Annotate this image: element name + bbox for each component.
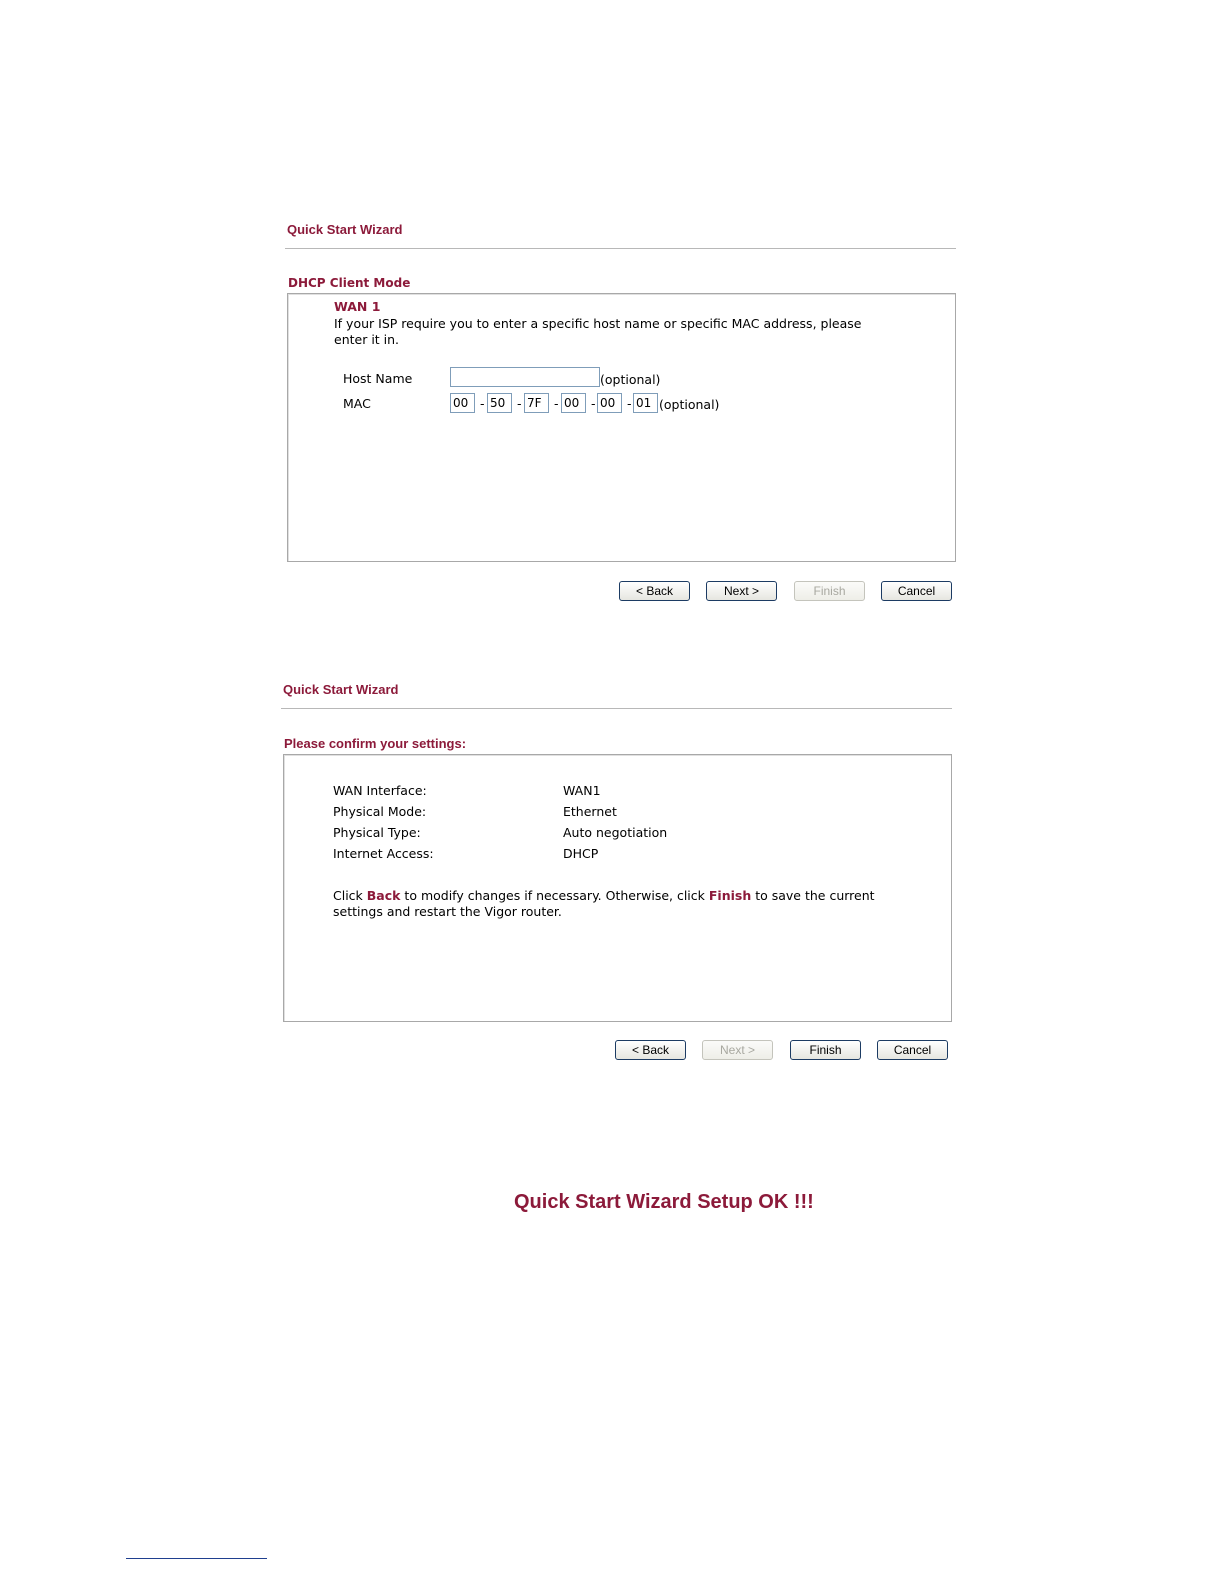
description-line2: enter it in.: [334, 332, 400, 347]
cancel-button[interactable]: Cancel: [877, 1040, 948, 1060]
note-text: Click: [333, 888, 367, 903]
title-divider: [281, 708, 952, 709]
setup-ok-message: Quick Start Wizard Setup OK !!!: [514, 1191, 814, 1213]
confirm-note-line2: settings and restart the Vigor router.: [333, 904, 562, 919]
section-title: DHCP Client Mode: [288, 276, 411, 290]
wizard-title: Quick Start Wizard: [283, 682, 399, 697]
description-line1: If your ISP require you to enter a specific host name or specific MAC address, please: [334, 316, 862, 331]
mac-field-6[interactable]: [633, 393, 658, 413]
mac-separator: -: [627, 396, 632, 411]
mac-separator: -: [480, 396, 485, 411]
setting-label-internet-access: Internet Access:: [333, 846, 434, 861]
setting-value-physical-mode: Ethernet: [563, 804, 617, 819]
mac-field-2[interactable]: [487, 393, 512, 413]
back-button[interactable]: < Back: [619, 581, 690, 601]
next-button[interactable]: Next >: [706, 581, 777, 601]
setting-value-wan-interface: WAN1: [563, 783, 601, 798]
finish-button-disabled: Finish: [794, 581, 865, 601]
setting-value-physical-type: Auto negotiation: [563, 825, 668, 840]
setting-label-physical-mode: Physical Mode:: [333, 804, 427, 819]
mac-field-5[interactable]: [597, 393, 622, 413]
finish-button[interactable]: Finish: [790, 1040, 861, 1060]
wan-label: WAN 1: [334, 299, 381, 314]
setting-label-physical-type: Physical Type:: [333, 825, 421, 840]
mac-label: MAC: [343, 396, 371, 411]
mac-field-4[interactable]: [561, 393, 586, 413]
mac-field-1[interactable]: [450, 393, 475, 413]
host-optional-note: (optional): [600, 372, 661, 387]
mac-separator: -: [554, 396, 559, 411]
mac-separator: -: [591, 396, 596, 411]
cancel-button[interactable]: Cancel: [881, 581, 952, 601]
back-button[interactable]: < Back: [615, 1040, 686, 1060]
host-name-input[interactable]: [450, 367, 600, 387]
note-back-word: Back: [366, 888, 401, 903]
note-text: to modify changes if necessary. Otherwise, click: [400, 888, 709, 903]
title-divider: [285, 248, 956, 249]
mac-optional-note: (optional): [659, 397, 720, 412]
wizard-title: Quick Start Wizard: [287, 222, 403, 237]
mac-field-3[interactable]: [524, 393, 549, 413]
setting-label-wan-interface: WAN Interface:: [333, 783, 427, 798]
host-name-label: Host Name: [343, 371, 413, 386]
footnote-divider: [126, 1558, 267, 1559]
note-text: to save the current: [751, 888, 875, 903]
next-button-disabled: Next >: [702, 1040, 773, 1060]
note-finish-word: Finish: [708, 888, 752, 903]
setting-value-internet-access: DHCP: [563, 846, 599, 861]
mac-separator: -: [517, 396, 522, 411]
section-title: Please confirm your settings:: [284, 736, 467, 751]
confirm-note-line1: [333, 888, 875, 904]
